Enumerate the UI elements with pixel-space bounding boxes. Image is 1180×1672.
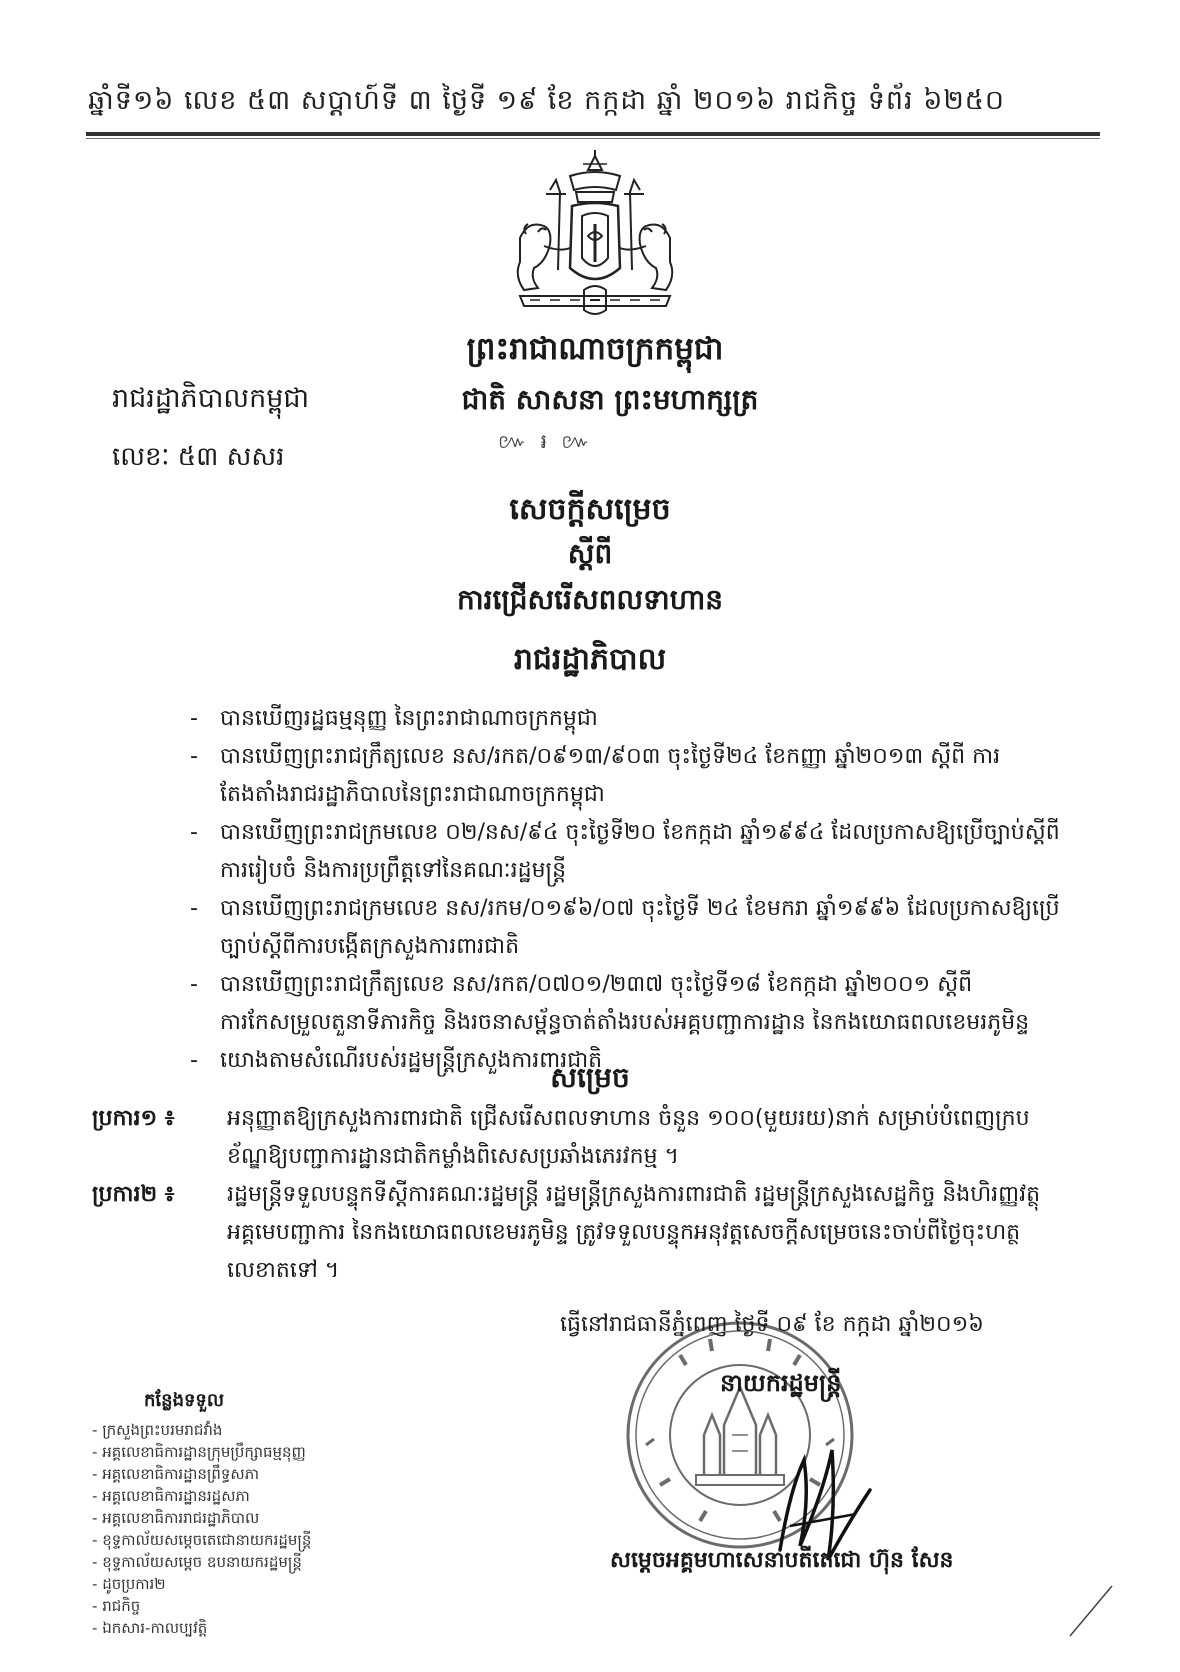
recipient-item: - ខុទ្ទកាល័យសម្តេចតេជោនាយករដ្ឋមន្ត្រី (92, 1529, 392, 1551)
pen-mark-icon (1060, 1580, 1120, 1640)
consideration-item: - បានឃើញព្រះរាជក្រមលេខ ០២/នស/៩៤ ចុះថ្ងៃទី២០ ខែកក្កដា ឆ្នាំ១៩៩៤ ដែលប្រកាសឱ្យប្រើច្បាប់ស្តីពីការរៀបចំ និងការប្រព្រឹត្តទៅនៃគណៈរដ្ឋមន្ត្រី (190, 814, 1060, 890)
recipients-title: កន្លែងទទួល (144, 1390, 224, 1411)
recipient-item: - ឯកសារ-កាលប្បវត្តិ (92, 1617, 392, 1639)
consideration-item: - យោងតាមសំណើរបស់រដ្ឋមន្ត្រីក្រសួងការពារជាតិ (190, 1042, 1060, 1080)
header-rule-thin (86, 138, 1100, 139)
issuing-authority: រាជរដ្ឋាភិបាល (513, 642, 667, 677)
considerations-list (190, 700, 1060, 1080)
reference-label: លេខៈ (112, 442, 170, 472)
article-text: រដ្ឋមន្ត្រីទទួលបន្ទុកទីស្តីការគណៈរដ្ឋមន្ត្រី រដ្ឋមន្ត្រីក្រសួងការពារជាតិ រដ្ឋមន្ត្រីក្រសួងសេដ្ឋកិច្ច និងហិរញ្ញវត្ថុ អគ្គមេបញ្ជាការ នៃកងយោធពលខេមរភូមិន្ទ ត្រូវទទួលបន្ទុកអនុវត្តសេចក្តីសម្រេចនេះចាប់ពីថ្ងៃចុះហត្ថលេខាតទៅ ។ (227, 1182, 1041, 1283)
signer-name: សម្តេចអគ្គមហាសេនាបតីតេជោ ហ៊ុន សែន (610, 1548, 954, 1573)
recipient-item: - រាជកិច្ច (92, 1595, 392, 1617)
recipient-item: - ខុទ្ទកាល័យសម្តេច ឧបនាយករដ្ឋមន្ត្រី (92, 1551, 392, 1573)
recipient-item: - អគ្គលេខាធិការដ្ឋានក្រុមប្រឹក្សាធម្មនុញ្ញ (92, 1441, 392, 1463)
recipients-block (92, 1388, 392, 1639)
reference-value: ៥៣ សសរ (177, 442, 285, 472)
article-1 (92, 1100, 1072, 1176)
recipients-list (92, 1419, 392, 1639)
document-subject: ការជ្រើសរើសពលទាហាន (456, 583, 724, 616)
place-and-date: ធ្វើនៅរាជធានីភ្នំពេញ ថ្ងៃទី ០៩ ខែ កក្កដា ឆ្នាំ២០១៦ (560, 1312, 984, 1337)
kingdom-name: ព្រះរាជាណាចក្រកម្ពុជា (466, 331, 724, 367)
article-label: ប្រការ២ ៖ (92, 1182, 175, 1207)
recipient-item: - ក្រសួងព្រះបរមរាជវាំង (92, 1419, 392, 1441)
decides-heading: សម្រេច (550, 1061, 630, 1094)
recipient-item: - ដូចប្រការ២ (92, 1573, 392, 1595)
article-2 (92, 1176, 1072, 1290)
consideration-item: - បានឃើញរដ្ឋធម្មនុញ្ញ នៃព្រះរាជាណាចក្រកម្ពុជា (190, 700, 1060, 738)
consideration-item: - បានឃើញព្រះរាជក្រឹត្យលេខ នស/រកត/០៧០១/២៣៧ ចុះថ្ងៃទី១៨ ខែកក្កដា ឆ្នាំ២០០១ ស្តីពី ការកែសម្រួលតួនាទីភារកិច្ច និងរចនាសម្ព័ន្ធចាត់តាំងរបស់អគ្គបញ្ជាការដ្ឋាន នៃកងយោធពលខេមរភូមិន្ទ (190, 966, 1060, 1042)
article-label: ប្រការ១ ៖ (92, 1106, 175, 1131)
article-text: អនុញ្ញាតឱ្យក្រសួងការពារជាតិ ជ្រើសរើសពលទាហាន ចំនួន ១០០(មួយរយ)នាក់ សម្រាប់បំពេញក្របខ័ណ្ឌឱ្យបញ្ជាការដ្ឋានជាតិកម្លាំងពិសេសប្រឆាំងភេរវកម្ម ។ (227, 1106, 1030, 1169)
consideration-item: - បានឃើញព្រះរាជក្រឹត្យលេខ នស/រកត/០៩១៣/៩០៣ ចុះថ្ងៃទី២៤ ខែកញ្ញា ឆ្នាំ២០១៣ ស្តីពី ការតែងតាំងរាជរដ្ឋាភិបាលនៃព្រះរាជាណាចក្រកម្ពុជា (190, 738, 1060, 814)
signer-title: នាយករដ្ឋមន្ត្រី (720, 1368, 842, 1397)
ornament-divider: ៚ ៛ ៚ (498, 429, 594, 453)
recipient-item: - អគ្គលេខាធិការដ្ឋានរដ្ឋសភា (92, 1485, 392, 1507)
royal-coat-of-arms-icon (500, 150, 690, 325)
document-on-label: ស្តីពី (567, 537, 613, 570)
government-name: រាជរដ្ឋាភិបាលកម្ពុជា (112, 383, 310, 414)
header-rule (86, 132, 1100, 136)
recipient-item: - អគ្គលេខាធិការដ្ឋានព្រឹទ្ធសភា (92, 1463, 392, 1485)
recipient-item: - អគ្គលេខាធិការរាជរដ្ឋាភិបាល (92, 1507, 392, 1529)
document-type: សេចក្តីសម្រេច (509, 492, 671, 527)
consideration-item: - បានឃើញព្រះរាជក្រមលេខ នស/រកម/០១៩៦/០៧ ចុះថ្ងៃទី ២៤ ខែមករា ឆ្នាំ១៩៩៦ ដែលប្រកាសឱ្យប្រើច្បាប់ស្តីពីការបង្កើតក្រសួងការពារជាតិ (190, 890, 1060, 966)
gazette-header: ឆ្នាំទី១៦ លេខ ៥៣ សប្តាហ៍ទី ៣ ថ្ងៃទី ១៩ ខែ កក្កដា ឆ្នាំ ២០១៦ រាជកិច្ច ទំព័រ ៦២៥០ (88, 85, 1005, 116)
national-motto: ជាតិ សាសនា ព្រះមហាក្សត្រ (461, 383, 759, 416)
reference-number (112, 440, 284, 478)
